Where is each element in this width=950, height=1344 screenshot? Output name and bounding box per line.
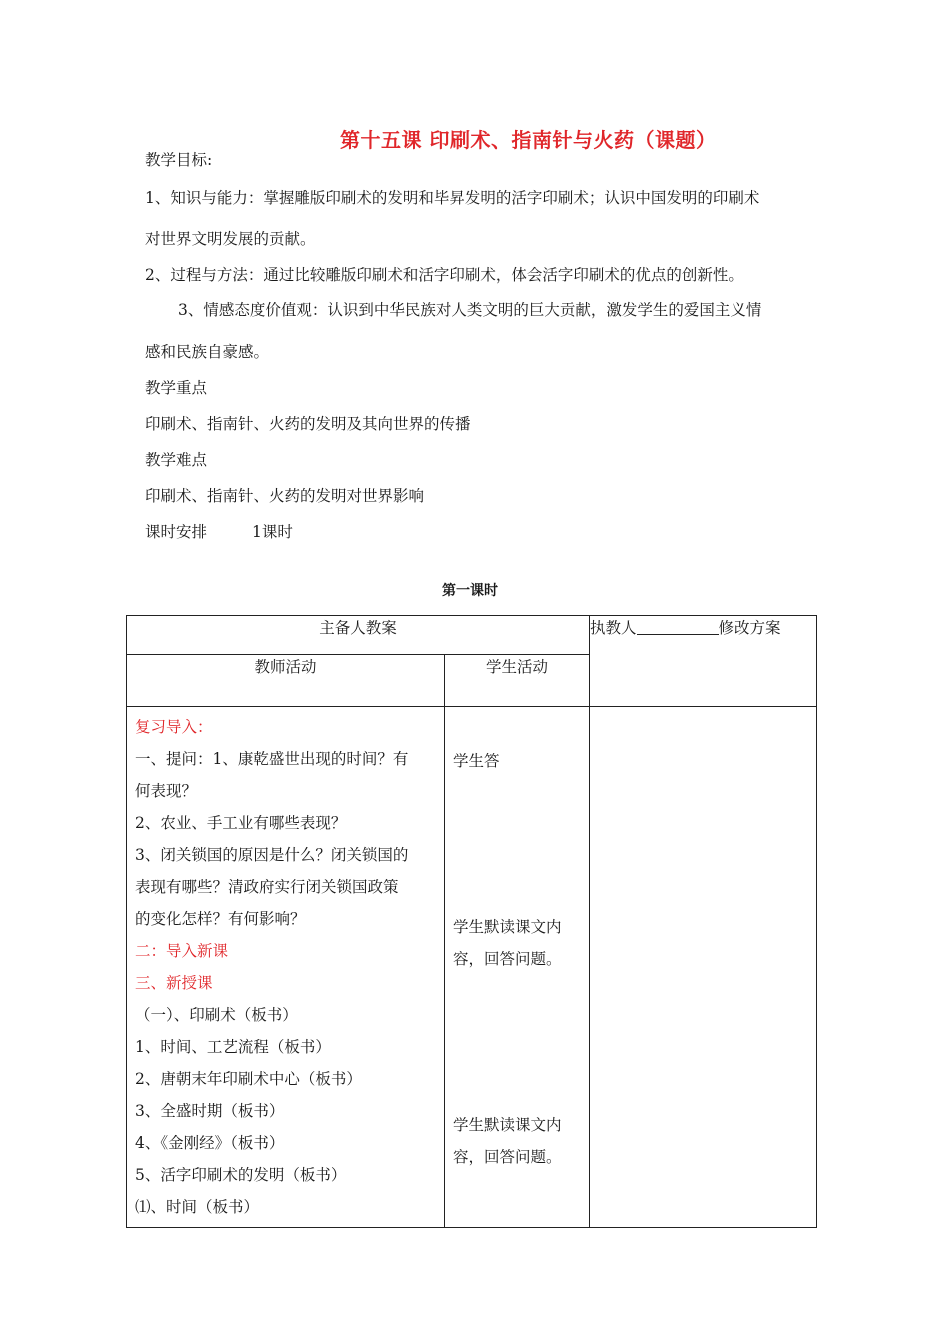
lesson-plan-table	[126, 615, 817, 1228]
student-answer-3a: 学生默读课文内	[453, 1116, 562, 1134]
teacher-activity-line: 1、时间、工艺流程（板书）	[135, 1038, 331, 1056]
teacher-activity-line: 2、唐朝末年印刷术中心（板书）	[135, 1070, 362, 1088]
key-points-heading: 教学重点	[145, 379, 208, 397]
main-plan-header	[127, 616, 590, 655]
teacher-activity-line: 何表现？	[135, 782, 198, 800]
student-answer-3b: 容，回答问题。	[453, 1148, 562, 1166]
executor-blank	[637, 618, 719, 635]
teacher-activity-cell	[127, 707, 445, 1228]
objective-1-line-1: 1、知识与能力：掌握雕版印刷术的发明和毕昇发明的活字印刷术；认识中国发明的印刷术	[145, 189, 760, 207]
teacher-activity-line: 复习导入：	[135, 718, 213, 736]
teacher-activity-line: 三、新授课	[135, 974, 213, 992]
teacher-activity-line: 3、闭关锁国的原因是什么？闭关锁国的	[135, 846, 409, 864]
key-points: 印刷术、指南针、火药的发明及其向世界的传播	[145, 415, 471, 433]
student-answer-1: 学生答	[453, 752, 500, 770]
objective-3-line-2: 感和民族自豪感。	[145, 343, 270, 361]
teacher-activity-label: 教师活动	[254, 658, 317, 676]
teacher-activity-line: 一、提问：1、康乾盛世出现的时间？有	[135, 750, 409, 768]
objective-1-line-2: 对世界文明发展的贡献。	[145, 230, 316, 248]
page-title: 第十五课 印刷术、指南针与火药（课题）	[340, 128, 717, 152]
teacher-activity-line: 2、农业、手工业有哪些表现？	[135, 814, 347, 832]
objective-2: 2、过程与方法：通过比较雕版印刷术和活字印刷术，体会活字印刷术的优点的创新性。	[145, 266, 744, 284]
section-title: 第一课时	[442, 583, 498, 599]
difficulties-heading: 教学难点	[145, 451, 208, 469]
difficulties: 印刷术、指南针、火药的发明对世界影响	[145, 487, 425, 505]
teacher-activity-line: 3、全盛时期（板书）	[135, 1102, 285, 1120]
schedule-value: 1课时	[252, 523, 293, 541]
student-activity-label: 学生活动	[486, 658, 549, 676]
student-answer-2b: 容，回答问题。	[453, 950, 562, 968]
teacher-activity-line: （一）、印刷术（板书）	[135, 1006, 298, 1024]
student-activity-header	[445, 655, 590, 707]
teacher-activity-header	[127, 655, 445, 707]
student-activity-cell	[445, 707, 590, 1228]
revision-label: 修改方案	[718, 619, 781, 637]
main-plan-label: 主备人教案	[319, 619, 397, 637]
teacher-activity-content	[127, 707, 444, 1227]
teacher-activity-line: 5、活字印刷术的发明（板书）	[135, 1166, 347, 1184]
teacher-activity-line: ⑴、时间（板书）	[135, 1198, 260, 1216]
executor-label: 执教人	[590, 619, 637, 637]
teacher-activity-line: 的变化怎样？有何影响？	[135, 910, 306, 928]
objective-3-line-1: 3、情感态度价值观：认识到中华民族对人类文明的巨大贡献，激发学生的爱国主义情	[178, 301, 762, 319]
revision-cell	[590, 707, 817, 1228]
teacher-activity-line: 表现有哪些？清政府实行闭关锁国政策	[135, 878, 399, 896]
executor-header	[590, 616, 817, 707]
student-answer-2a: 学生默读课文内	[453, 918, 562, 936]
teacher-activity-line: 4、《金刚经》（板书）	[135, 1134, 285, 1152]
objectives-heading: 教学目标:	[145, 151, 213, 169]
schedule-label: 课时安排	[145, 523, 208, 541]
teacher-activity-line: 二：导入新课	[135, 942, 229, 960]
